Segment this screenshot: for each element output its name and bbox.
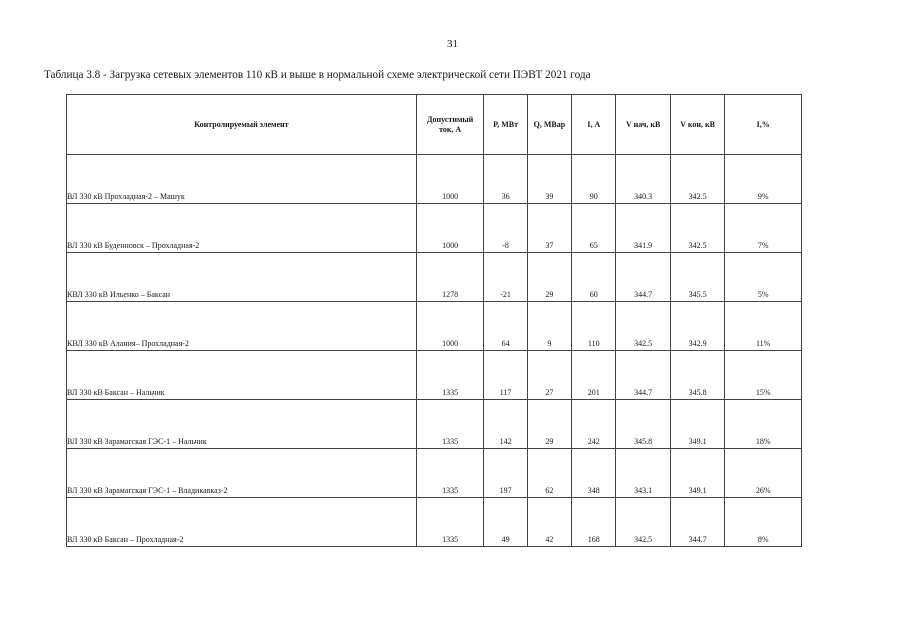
cell-voltage-end: 342.5	[670, 155, 724, 204]
cell-allowed-current: 1000	[416, 204, 484, 253]
cell-element: ВЛ 330 кВ Баксан – Прохладная-2	[67, 498, 417, 547]
cell-reactive-power: 27	[527, 351, 571, 400]
cell-allowed-current: 1335	[416, 498, 484, 547]
cell-active-power: -21	[484, 253, 527, 302]
cell-voltage-start: 342.5	[616, 302, 670, 351]
header-allowed-current: Допустимый ток, А	[416, 95, 484, 155]
cell-active-power: 49	[484, 498, 527, 547]
cell-current: 60	[572, 253, 616, 302]
cell-current: 110	[572, 302, 616, 351]
cell-element: КВЛ 330 кВ Ильенко – Баксан	[67, 253, 417, 302]
cell-allowed-current: 1335	[416, 351, 484, 400]
header-reactive-power: Q, МВар	[527, 95, 571, 155]
table-row	[67, 400, 802, 449]
cell-voltage-start: 344.7	[616, 253, 670, 302]
cell-current: 168	[572, 498, 616, 547]
cell-active-power: 64	[484, 302, 527, 351]
cell-current: 201	[572, 351, 616, 400]
cell-voltage-end: 349.1	[670, 449, 724, 498]
cell-reactive-power: 62	[527, 449, 571, 498]
table-row	[67, 302, 802, 351]
cell-allowed-current: 1000	[416, 155, 484, 204]
cell-load-percent: 8%	[725, 498, 802, 547]
cell-current: 90	[572, 155, 616, 204]
cell-voltage-start: 340.3	[616, 155, 670, 204]
table-row	[67, 351, 802, 400]
cell-reactive-power: 9	[527, 302, 571, 351]
cell-voltage-end: 344.7	[670, 498, 724, 547]
cell-voltage-end: 349.1	[670, 400, 724, 449]
cell-reactive-power: 29	[527, 253, 571, 302]
cell-load-percent: 9%	[725, 155, 802, 204]
page-number: 31	[447, 38, 458, 50]
cell-active-power: 142	[484, 400, 527, 449]
network-load-table	[66, 94, 802, 547]
table-row	[67, 498, 802, 547]
cell-allowed-current: 1335	[416, 400, 484, 449]
cell-element: ВЛ 330 кВ Прохладная-2 – Машук	[67, 155, 417, 204]
cell-voltage-start: 341.9	[616, 204, 670, 253]
table-row	[67, 204, 802, 253]
table-row	[67, 155, 802, 204]
cell-voltage-end: 345.8	[670, 351, 724, 400]
table-row	[67, 253, 802, 302]
cell-voltage-start: 344.7	[616, 351, 670, 400]
cell-load-percent: 15%	[725, 351, 802, 400]
cell-allowed-current: 1278	[416, 253, 484, 302]
cell-voltage-start: 345.8	[616, 400, 670, 449]
cell-allowed-current: 1335	[416, 449, 484, 498]
cell-current: 242	[572, 400, 616, 449]
cell-element: КВЛ 330 кВ Алания– Прохладная-2	[67, 302, 417, 351]
header-active-power: P, МВт	[484, 95, 527, 155]
cell-element: ВЛ 330 кВ Буденновск – Прохладная-2	[67, 204, 417, 253]
header-current: I, А	[572, 95, 616, 155]
table-row	[67, 449, 802, 498]
header-load-percent: I,%	[725, 95, 802, 155]
cell-active-power: 117	[484, 351, 527, 400]
header-voltage-start: V нач, кВ	[616, 95, 670, 155]
cell-voltage-end: 342.9	[670, 302, 724, 351]
header-voltage-end: V кон, кВ	[670, 95, 724, 155]
table-header-row	[67, 95, 802, 155]
cell-reactive-power: 37	[527, 204, 571, 253]
cell-current: 65	[572, 204, 616, 253]
cell-element: ВЛ 330 кВ Баксан – Нальчик	[67, 351, 417, 400]
cell-active-power: 36	[484, 155, 527, 204]
cell-reactive-power: 29	[527, 400, 571, 449]
cell-load-percent: 18%	[725, 400, 802, 449]
cell-reactive-power: 42	[527, 498, 571, 547]
header-element: Контролируемый элемент	[67, 95, 417, 155]
cell-load-percent: 11%	[725, 302, 802, 351]
cell-element: ВЛ 330 кВ Зарамагская ГЭС-1 – Владикавказ-2	[67, 449, 417, 498]
cell-load-percent: 5%	[725, 253, 802, 302]
cell-load-percent: 26%	[725, 449, 802, 498]
cell-current: 348	[572, 449, 616, 498]
cell-load-percent: 7%	[725, 204, 802, 253]
table-caption: Таблица 3.8 - Загрузка сетевых элементов 110 кВ и выше в нормальной схеме электрической сети ПЭВТ 2021 года	[44, 69, 591, 81]
cell-voltage-start: 343.1	[616, 449, 670, 498]
cell-allowed-current: 1000	[416, 302, 484, 351]
cell-active-power: -8	[484, 204, 527, 253]
cell-voltage-end: 342.5	[670, 204, 724, 253]
cell-element: ВЛ 330 кВ Зарамагская ГЭС-1 – Нальчик	[67, 400, 417, 449]
cell-voltage-start: 342.5	[616, 498, 670, 547]
cell-voltage-end: 345.5	[670, 253, 724, 302]
cell-reactive-power: 39	[527, 155, 571, 204]
cell-active-power: 197	[484, 449, 527, 498]
